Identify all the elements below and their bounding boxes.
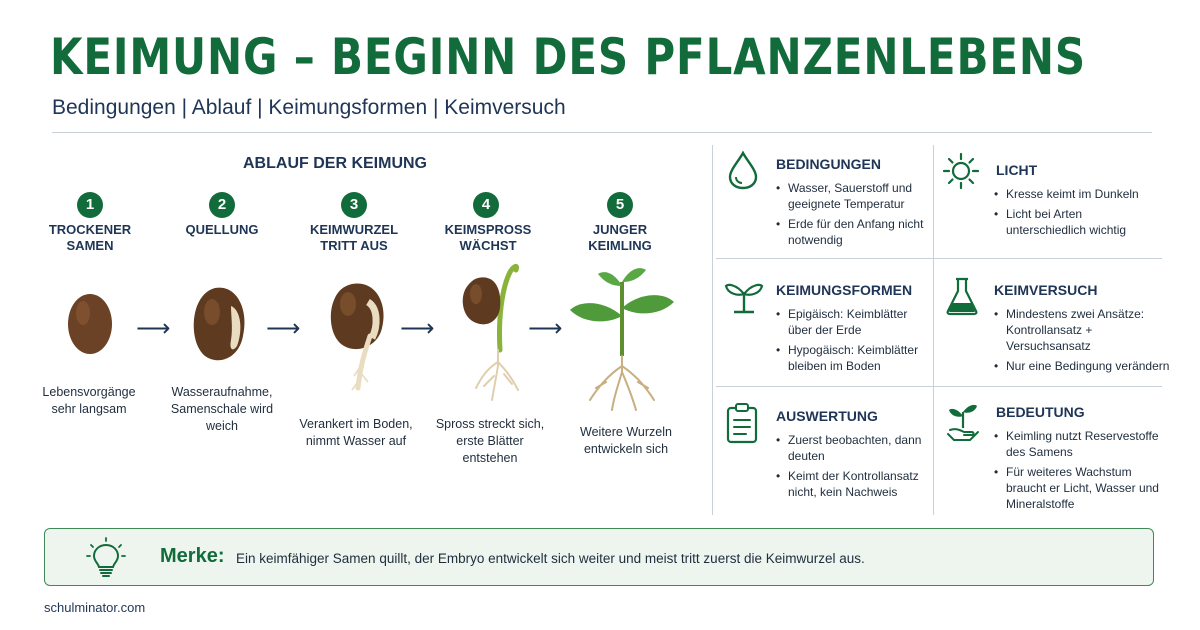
step-title-2: QUELLUNG <box>185 222 259 237</box>
card-item: • Erde für den Anfang nicht notwendig <box>776 216 926 248</box>
card-item: • Mindestens zwei Ansätze: Kontrollansatz + Versuchsansatz <box>994 306 1174 354</box>
card-item: • Epigäisch: Keimblätter über der Erde <box>776 306 926 338</box>
card-title-keimversuch: KEIMVERSUCH <box>994 282 1098 298</box>
step-number-4: 4 <box>473 192 499 218</box>
card-title-keimungsformen: KEIMUNGSFORMEN <box>776 282 913 298</box>
card-item: • Wasser, Sauerstoff und geeignete Temperatur <box>776 180 926 212</box>
young-seedling-illustration <box>566 262 678 414</box>
cards-row-divider-2 <box>716 386 1162 387</box>
step-number-3: 3 <box>341 192 367 218</box>
step-title-3: KEIMWURZEL TRITT AUS <box>309 222 399 253</box>
merke-text: Ein keimfähiger Samen quillt, der Embryo entwickelt sich weiter und meist tritt zuerst die Keimwurzel aus. <box>236 551 865 566</box>
sprout-icon <box>724 274 764 314</box>
flask-icon <box>944 276 980 316</box>
step-number-1: 1 <box>77 192 103 218</box>
card-item: • Zuerst beobachten, dann deuten <box>776 432 926 464</box>
step-arrow-3: ⟶ <box>400 315 435 342</box>
step-arrow-2: ⟶ <box>266 315 301 342</box>
step-arrow-4: ⟶ <box>528 315 563 342</box>
card-item: • Keimt der Kontrollansatz nicht, kein Nachweis <box>776 468 926 500</box>
sun-icon <box>942 152 980 190</box>
ablauf-title: ABLAUF DER KEIMUNG <box>243 155 427 172</box>
page-title: KEIMUNG – BEGINN DES PFLANZENLEBENS <box>50 28 1086 86</box>
step-number-5: 5 <box>607 192 633 218</box>
step-desc-1: Lebensvorgänge sehr langsam <box>42 385 136 416</box>
card-item: • Für weiteres Wachstum braucht er Licht, Wasser und Mineralstoffe <box>994 464 1159 512</box>
clipboard-icon <box>724 402 760 444</box>
card-title-auswertung: AUSWERTUNG <box>776 408 878 424</box>
card-list-auswertung <box>776 432 926 504</box>
seedling-shoot-illustration <box>448 258 534 408</box>
card-title-bedingungen: BEDINGUNGEN <box>776 156 882 172</box>
lightbulb-icon <box>86 537 126 579</box>
seed-swollen-illustration <box>185 280 259 368</box>
page-subtitle: Bedingungen | Ablauf | Keimungsformen | Keimversuch <box>52 96 566 119</box>
footer-source: schulminator.com <box>44 600 146 615</box>
cards-center-divider <box>933 145 934 515</box>
card-item: • Kresse keimt im Dunkeln <box>994 186 1154 202</box>
header-divider <box>52 132 1152 133</box>
cards-row-divider-1 <box>716 258 1162 259</box>
card-list-licht <box>994 186 1154 242</box>
step-desc-3: Verankert im Boden, nimmt Wasser auf <box>299 417 413 448</box>
step-desc-4: Spross streckt sich, erste Blätter entstehen <box>435 417 545 465</box>
card-title-licht: LICHT <box>996 162 1038 178</box>
step-title-5: JUNGER KEIMLING <box>588 222 652 253</box>
plant-hand-icon <box>944 400 982 444</box>
card-list-bedeutung <box>994 428 1159 516</box>
step-desc-2: Wasseraufnahme, Samenschale wird weich <box>170 385 274 433</box>
cards-left-border <box>712 145 713 515</box>
step-title-4: KEIMSPROSS WÄCHST <box>444 222 532 253</box>
card-title-bedeutung: BEDEUTUNG <box>996 404 1085 420</box>
card-item: • Nur eine Bedingung verändern <box>994 358 1174 374</box>
water-drop-icon <box>726 150 760 190</box>
card-list-bedingungen <box>776 180 926 252</box>
step-desc-5: Weitere Wurzeln entwickeln sich <box>580 425 672 456</box>
card-item: • Licht bei Arten unterschiedlich wichtig <box>994 206 1154 238</box>
card-list-keimungsformen <box>776 306 926 378</box>
card-item: • Hypogäisch: Keimblätter bleiben im Boden <box>776 342 926 374</box>
seed-dry-illustration <box>58 285 122 363</box>
step-arrow-1: ⟶ <box>136 315 171 342</box>
step-title-1: TROCKENER SAMEN <box>48 222 132 253</box>
card-list-keimversuch <box>994 306 1174 378</box>
card-item: • Keimling nutzt Reservestoffe des Samens <box>994 428 1159 460</box>
merke-label: Merke: <box>160 545 225 567</box>
step-number-2: 2 <box>209 192 235 218</box>
seed-radicle-illustration <box>318 276 398 396</box>
